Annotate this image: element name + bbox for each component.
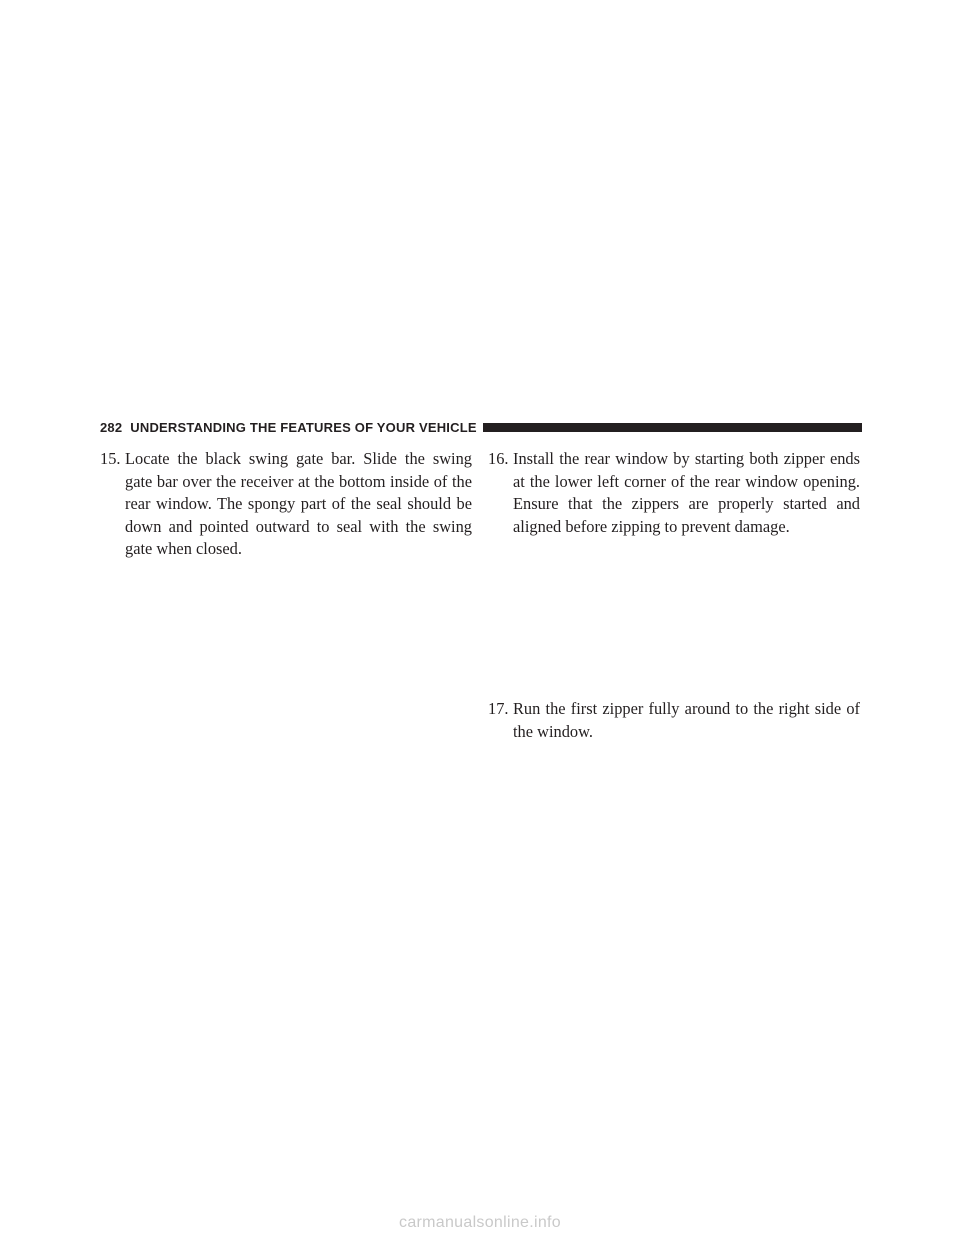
right-column (488, 448, 860, 743)
step-text: Locate the black swing gate bar. Slide the swing gate bar over the receiver at the bottom inside of the rear window. The spongy part of the seal should be down and pointed outward to seal with the swing gate when closed. (125, 449, 472, 558)
step-text: Install the rear window by starting both zipper ends at the lower left corner of the rear window opening. Ensure that the zippers are properly started and aligned before zipping to prevent damage. (513, 449, 860, 536)
watermark-link[interactable]: carmanualsonline.info (399, 1214, 561, 1231)
section-title: UNDERSTANDING THE FEATURES OF YOUR VEHICLE (130, 419, 477, 435)
step-number: 16. (488, 449, 509, 468)
page-number: 282 (100, 419, 123, 435)
step-16 (488, 448, 860, 538)
step-15 (100, 448, 472, 561)
step-17 (488, 698, 860, 743)
left-column (100, 448, 472, 561)
page-header (100, 418, 862, 436)
step-number: 15. (100, 449, 121, 468)
step-number: 17. (488, 699, 509, 718)
header-rule (483, 423, 862, 432)
step-text: Run the first zipper fully around to the right side of the window. (513, 699, 860, 741)
